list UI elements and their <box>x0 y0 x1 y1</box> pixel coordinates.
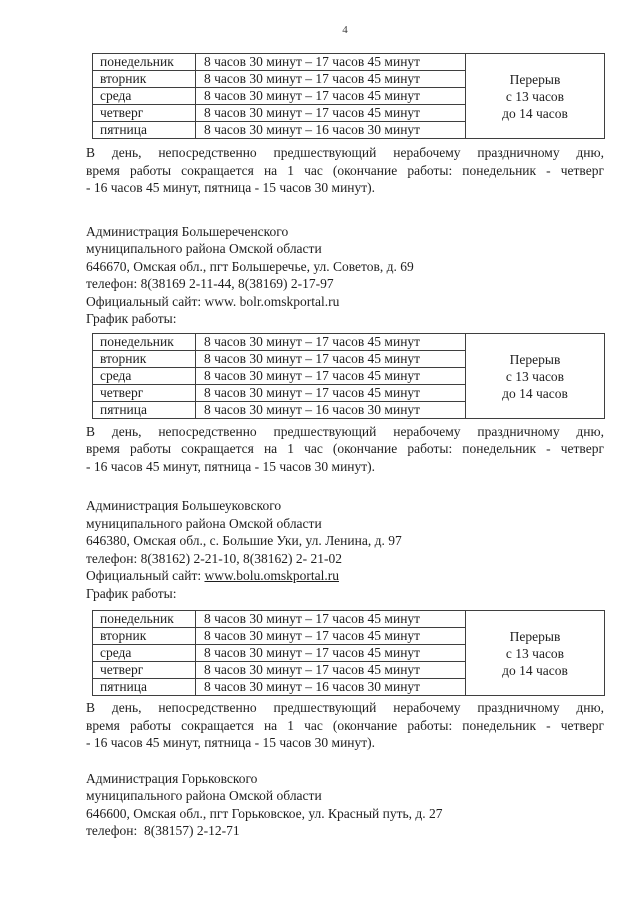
hours-cell: 8 часов 30 минут – 17 часов 45 минут <box>196 628 466 645</box>
note-line: время работы сокращается на 1 час (окончание работы: понедельник - четверг <box>86 162 604 178</box>
website-url: www.bolu.omskportal.ru <box>204 568 339 583</box>
hours-cell: 8 часов 30 минут – 17 часов 45 минут <box>196 54 466 71</box>
section-gorkovsky <box>86 770 604 840</box>
break-cell <box>466 611 605 696</box>
day-cell: четверг <box>93 105 196 122</box>
work-schedule-table-2 <box>92 333 605 419</box>
hours-cell: 8 часов 30 минут – 17 часов 45 минут <box>196 384 466 401</box>
hours-cell: 8 часов 30 минут – 17 часов 45 минут <box>196 71 466 88</box>
page-number: 4 <box>342 24 348 36</box>
website-label: Официальный сайт: <box>86 568 205 583</box>
work-schedule-table-1 <box>92 53 605 139</box>
org-name-line: муниципального района Омской области <box>86 788 322 803</box>
break-cell <box>466 333 605 418</box>
org-name-line: Администрация Большереченского <box>86 223 289 239</box>
note-line: - 16 часов 45 минут, пятница - 15 часов 30 минут). <box>86 180 376 195</box>
org-phone: телефон: 8(38162) 2-21-10, 8(38162) 2- 21-02 <box>86 550 342 566</box>
break-line: Перерыв <box>509 351 561 367</box>
holiday-note-2 <box>86 423 604 476</box>
note-line: В день, непосредственно предшествующий нерабочему праздничному дню, <box>86 145 604 160</box>
break-line: Перерыв <box>509 629 561 644</box>
day-cell: понедельник <box>93 54 196 71</box>
schedule-heading: График работы: <box>86 311 177 326</box>
note-line: время работы сокращается на 1 час (окончание работы: понедельник - четверг <box>86 717 604 733</box>
note-line: время работы сокращается на 1 час (окончание работы: понедельник - четверг <box>86 441 604 456</box>
org-website <box>86 293 604 311</box>
note-line: В день, непосредственно предшествующий нерабочему праздничному дню, <box>86 700 604 715</box>
day-cell: вторник <box>93 628 196 645</box>
break-line: до 14 часов <box>502 663 568 678</box>
org-phone: телефон: 8(38169 2-11-44, 8(38169) 2-17-97 <box>86 276 334 291</box>
hours-cell: 8 часов 30 минут – 17 часов 45 минут <box>196 88 466 105</box>
hours-cell: 8 часов 30 минут – 16 часов 30 минут <box>196 401 466 418</box>
section-bolsherechensky <box>86 223 604 328</box>
hours-cell: 8 часов 30 минут – 17 часов 45 минут <box>196 645 466 662</box>
break-line: до 14 часов <box>502 385 568 401</box>
holiday-note-1 <box>86 144 604 197</box>
hours-cell: 8 часов 30 минут – 17 часов 45 минут <box>196 662 466 679</box>
hours-cell: 8 часов 30 минут – 17 часов 45 минут <box>196 367 466 384</box>
website-label: Официальный сайт: <box>86 293 205 309</box>
day-cell: пятница <box>93 122 196 139</box>
section-bolsheukovsky <box>86 497 604 602</box>
org-phone: телефон: 8(38157) 2-12-71 <box>86 823 240 838</box>
table-row <box>93 54 605 71</box>
day-cell: вторник <box>93 350 196 367</box>
website-url: www. bolr.omskportal.ru <box>204 293 340 309</box>
hours-cell: 8 часов 30 минут – 17 часов 45 минут <box>196 611 466 628</box>
note-line: - 16 часов 45 минут, пятница - 15 часов 30 минут). <box>86 458 376 474</box>
note-line: - 16 часов 45 минут, пятница - 15 часов 30 минут). <box>86 735 376 750</box>
day-cell: среда <box>93 645 196 662</box>
org-website <box>86 567 604 585</box>
org-address: 646670, Омская обл., пгт Большеречье, ул. Советов, д. 69 <box>86 258 414 274</box>
day-cell: вторник <box>93 71 196 88</box>
work-schedule-table-3 <box>92 610 605 696</box>
day-cell: пятница <box>93 679 196 696</box>
org-name-line: Администрация Большеуковского <box>86 498 282 513</box>
org-name-line: Администрация Горьковского <box>86 770 258 786</box>
hours-cell: 8 часов 30 минут – 17 часов 45 минут <box>196 105 466 122</box>
table-row <box>93 333 605 350</box>
break-line: до 14 часов <box>502 106 568 121</box>
day-cell: понедельник <box>93 611 196 628</box>
break-line: Перерыв <box>509 72 561 87</box>
org-name-line: муниципального района Омской области <box>86 241 322 256</box>
note-line: В день, непосредственно предшествующий нерабочему праздничному дню, <box>86 423 604 439</box>
schedule-heading: График работы: <box>86 585 177 601</box>
org-address: 646380, Омская обл., с. Большие Уки, ул. Ленина, д. 97 <box>86 533 402 548</box>
day-cell: четверг <box>93 662 196 679</box>
day-cell: понедельник <box>93 333 196 350</box>
day-cell: среда <box>93 88 196 105</box>
document-page <box>86 0 604 840</box>
day-cell: пятница <box>93 401 196 418</box>
org-name-line: муниципального района Омской области <box>86 515 322 531</box>
day-cell: четверг <box>93 384 196 401</box>
day-cell: среда <box>93 367 196 384</box>
break-line: с 13 часов <box>505 368 565 384</box>
break-line: с 13 часов <box>505 89 565 104</box>
hours-cell: 8 часов 30 минут – 17 часов 45 минут <box>196 350 466 367</box>
hours-cell: 8 часов 30 минут – 16 часов 30 минут <box>196 122 466 139</box>
org-address: 646600, Омская обл., пгт Горьковское, ул. Красный путь, д. 27 <box>86 805 443 821</box>
table-row <box>93 611 605 628</box>
break-cell <box>466 54 605 139</box>
hours-cell: 8 часов 30 минут – 16 часов 30 минут <box>196 679 466 696</box>
break-line: с 13 часов <box>505 646 565 661</box>
hours-cell: 8 часов 30 минут – 17 часов 45 минут <box>196 333 466 350</box>
holiday-note-3 <box>86 699 604 752</box>
